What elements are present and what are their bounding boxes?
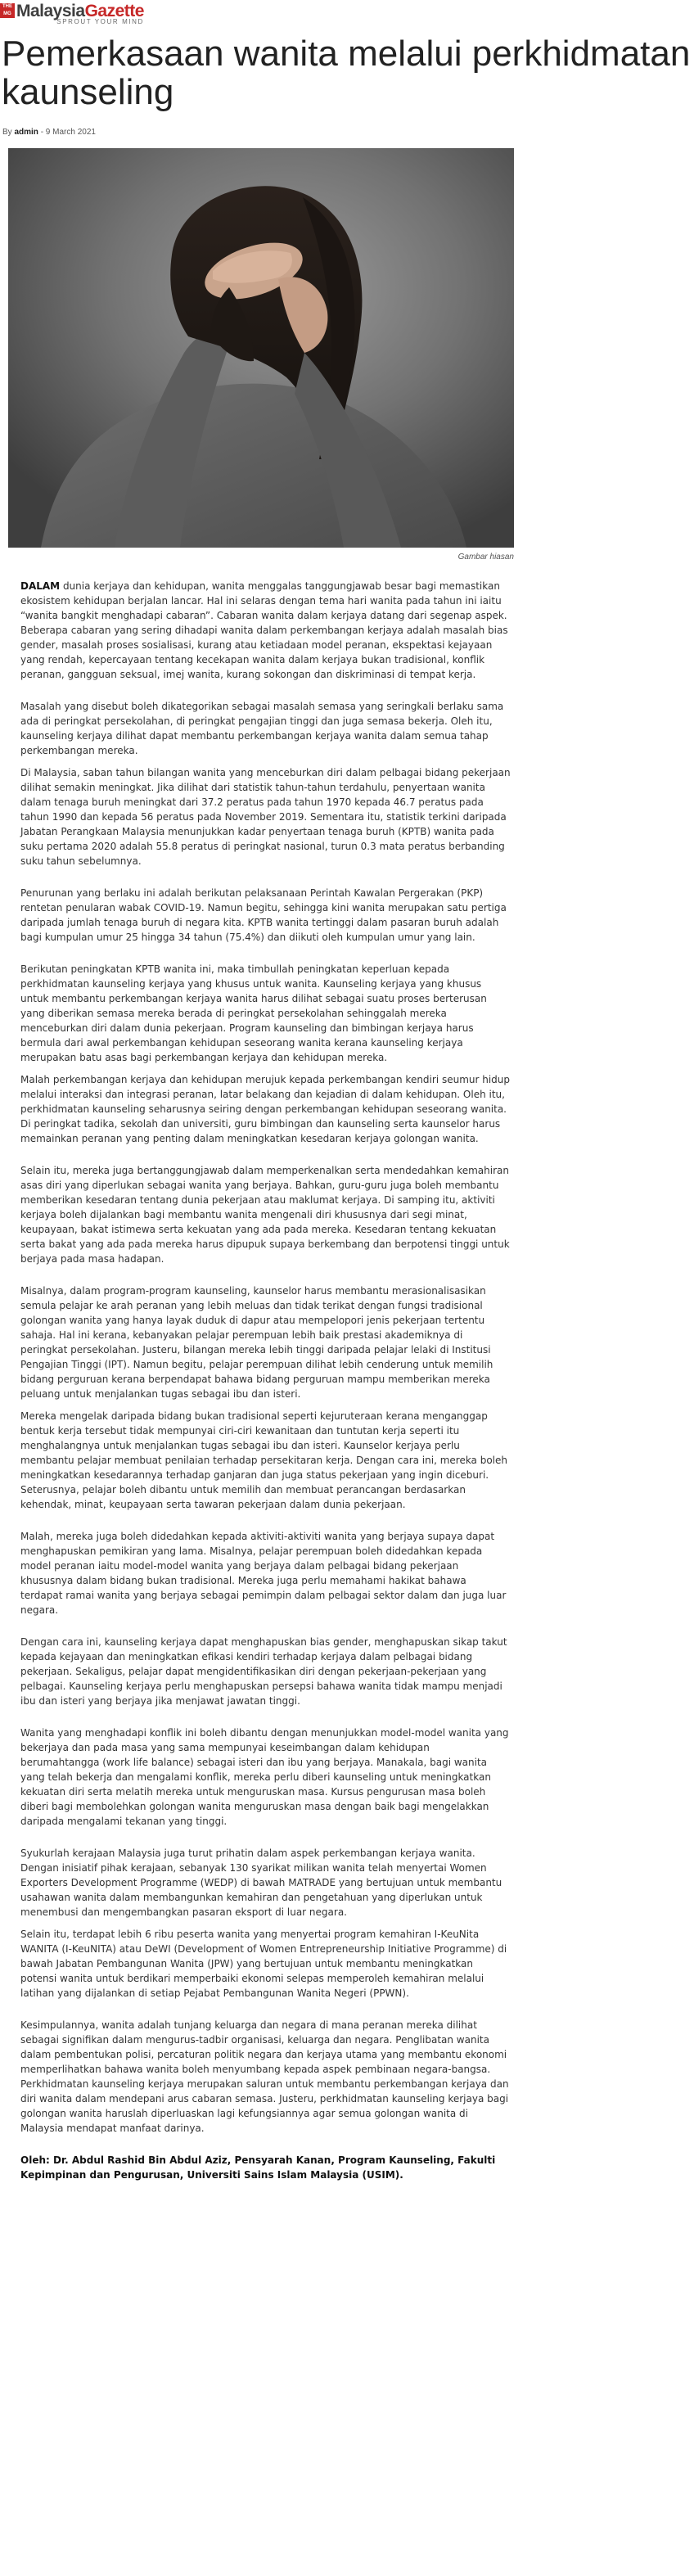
article-body — [20, 579, 511, 2182]
meta-separator: - — [40, 128, 46, 137]
paragraph-12: Wanita yang menghadapi konflik ini boleh dibantu dengan menunjukkan model-model wanita yang bekerjaya dan pada masa yang sama mempunyai keseimbangan dalam kehidupan berumahtangga (work life balance) sebagai isteri dan ibu yang berjaya. Manakala, bagi wanita yang telah bekerja dan mengalami konflik, mereka perlu diberi kaunseling untuk meningkatkan kekuatan diri serta melatih mereka untuk menguruskan masa. Kursus pengurusan masa boleh diberi bagi membolehkan golongan wanita menguruskan masa dengan baik bagi mengelakkan daripada mengalami tekanan yang tinggi. — [20, 1727, 509, 1827]
paragraph-8: Misalnya, dalam program-program kaunseling, kaunselor harus membantu merasionalisasikan semula pelajar ke arah peranan yang lebih meluas dan tidak terikat dengan fungsi tradisional golongan wanita yang hanya layak duduk di dapur atau mempelopori jenis pekerjaan tertentu sahaja. Hal ini kerana, kebanyakan pelajar perempuan lebih baik prestasi akademiknya di peringkat persekolahan. Justeru, bilangan mereka lebih tinggi daripada pelajar lelaki di Institusi Pengajian Tinggi (IPT). Namun begitu, pelajar perempuan dilihat lebih cenderung untuk memilih bidang perguruan kerana berpendapat bahawa bidang perguruan mampu memberikan mereka peluang untuk menjalankan tugas sebagai ibu dan isteri. — [20, 1285, 493, 1400]
featured-image — [8, 148, 514, 548]
paragraph-7: Selain itu, mereka juga bertanggungjawab dalam memperkenalkan serta mendedahkan kemahiran asas diri yang diperlukan sebagai wanita yang berjaya. Bahkan, guru-guru juga boleh membantu memberikan kesedaran tentang dunia pekerjaan atau maklumat kerjaya. Di samping itu, aktiviti kerjaya boleh dijalankan bagi membantu wanita mengenali diri khususnya dari segi minat, keupayaan, bakat istimewa serta kekuatan yang ada pada mereka. Kesedaran tentang kekuatan serta bakat yang ada pada mereka harus dipupuk supaya berkembang dan berpotensi tinggi untuk berjaya pada masa hadapan. — [20, 1165, 510, 1265]
paragraph-15: Kesimpulannya, wanita adalah tunjang keluarga dan negara di mana peranan mereka dilihat sebagai signifikan dalam mengurus-tadbir organisasi, keluarga dan negara. Penglibatan wanita dalam pembentukan polisi, percaturan politik negara dan kerjaya utama yang membantu ekonomi memperlihatkan bahawa wanita boleh menyumbang kepada aspek pembinaan negara-bangsa. Perkhidmatan kaunseling kerjaya merupakan saluran untuk membantu perkembangan kerjaya dan diri wanita dalam mendepani arus cabaran semasa. Justeru, perkhidmatan kaunseling kerjaya bagi golongan wanita haruslah diperluaskan lagi kefungsiannya agar semua golongan wanita di Malaysia mendapat manfaat darinya. — [20, 2019, 509, 2134]
paragraph-2: Masalah yang disebut boleh dikategorikan sebagai masalah semasa yang seringkali berlaku sama ada di peringkat persekolahan, di peringkat pengajian tinggi dan juga semasa bekerja. Oleh itu, kaunseling kerjaya dilihat dapat membantu perkembangan kerjaya wanita dalam semua tahap perkembangan mereka. — [20, 701, 504, 756]
publish-date: 9 March 2021 — [45, 128, 96, 137]
paragraph-3: Di Malaysia, saban tahun bilangan wanita yang menceburkan diri dalam pelbagai bidang pekerjaan dilihat semakin meningkat. Jika dilihat dari statistik tahun-tahun terdahulu, penyertaan wanita dalam tenaga buruh meningkat dari 37.2 peratus pada tahun 1970 kepada 46.7 peratus pada tahun 1990 dan kepada 56 peratus pada November 2019. Sementara itu, statistik terkini daripada Jabatan Perangkaan Malaysia menunjukkan kadar penyertaan tenaga buruh (KPTB) wanita pada suku pertama 2020 adalah 55.8 peratus di peringkat nasional, turun 0.3 mata peratus berbanding suku tahun sebelumnya. — [20, 767, 511, 867]
logo-badge-line1: THE — [2, 4, 12, 9]
woman-distressed-photo — [8, 148, 514, 548]
article-meta — [2, 128, 694, 137]
site-logo[interactable] — [16, 3, 144, 25]
paragraph-9: Mereka mengelak daripada bidang bukan tradisional seperti kejuruteraan kerana menganggap bentuk kerja tersebut tidak mempunyai ciri-ciri kewanitaan dan tuntutan kerja seperti itu menghalangnya untuk menjalankan tugas sebagai ibu dan isteri. Kaunselor kerjaya perlu membantu pelajar membuat penilaian terhadap persekitaran kerja. Dengan cara ini, mereka boleh meningkatkan kesedarannya terhadap ganjaran dan juga status pekerjaan yang ingin diceburi. Seterusnya, pelajar boleh dibantu untuk memilih dan membuat perancangan berdasarkan kehendak, minat, keupayaan serta tawaran pekerjaan dalam dunia pekerjaan. — [20, 1410, 508, 1510]
paragraph-11: Dengan cara ini, kaunseling kerjaya dapat menghapuskan bias gender, menghapuskan sikap takut kepada kejayaan dan meningkatkan efikasi kendiri terhadap kerjaya dalam pelbagai bidang pekerjaan. Sekaligus, pelajar dapat mengidentifikasikan diri dengan pekerjaan-pekerjaan yang pelbagai. Kaunseling kerjaya perlu menghapuskan persepsi bahawa wanita tidak mampu menjadi ibu dan isteri yang berjaya jika menjawat jawatan tinggi. — [20, 1636, 507, 1707]
by-label: By — [2, 128, 12, 137]
paragraph-5: Berikutan peningkatan KPTB wanita ini, maka timbullah peningkatan keperluan kepada perkhidmatan kaunseling kerjaya yang khusus untuk wanita. Kaunseling kerjaya yang khusus untuk membantu perkembangan kerjaya wanita harus dilihat sebagai suatu proses berterusan yang diberikan semasa mereka berada di peringkat persekolahan sehinggalah mereka menceburkan diri dalam dunia pekerjaan. Program kaunseling dan bimbingan kerjaya harus bermula dari awal perkembangan kehidupan seseorang wanita kerana kaunseling kerjaya merupakan batu asas bagi perkembangan kerjaya dan kehidupan mereka. — [20, 963, 487, 1063]
paragraph-13: Syukurlah kerajaan Malaysia juga turut prihatin dalam aspek perkembangan kerjaya wanita. Dengan inisiatif pihak kerajaan, sebanyak 130 syarikat milikan wanita telah menyertai Women Exporters Development Programme (WEDP) di bawah MATRADE yang bertujuan untuk membantu usahawan wanita dalam membangunkan kemahiran dan pengetahuan yang diperlukan untuk menembusi dan mengembangkan pasaran eksport di luar negara. — [20, 1847, 502, 1918]
author-link[interactable]: admin — [14, 128, 38, 137]
paragraph-1-text: dunia kerjaya dan kehidupan, wanita menggalas tanggungjawab besar bagi memastikan ekosistem kehidupan berjalan lancar. Hal ini selaras dengan tema hari wanita pada tahun ini iaitu “wanita bangkit menghadapi cabaran”. Cabaran wanita dalam kerjaya datang dari segenap aspek. Beberapa cabaran yang sering dihadapi wanita dalam perkembangan kerjaya adalah masalah bias gender, masalah proses sosialisasi, kurang atau ketiadaan model peranan, ekspektasi kejayaan yang rendah, kepercayaan tentang kecekapan wanita dalam kerjaya bukan tradisional, konflik peranan, gangguan seksual, imej wanita, kurang sokongan dan diskriminasi di tempat kerja. — [20, 580, 508, 680]
logo-badge-line2: MG — [3, 11, 11, 16]
article-title: Pemerkasaan wanita melalui perkhidmatan kaunseling — [2, 34, 691, 112]
paragraph-14: Selain itu, terdapat lebih 6 ribu peserta wanita yang menyertai program kemahiran I-KeuNita WANITA (I-KeuNITA) atau DeWI (Development of Women Entrepreneurship Initiative Programme) di bawah Jabatan Pembangunan Wanita (JPW) yang bertujuan untuk membantu meningkatkan potensi wanita untuk berdikari memperbaiki ekonomi selepas memperoleh kemahiran melalui latihan yang dijalankan di setiap Pejabat Pembangunan Wanita Negeri (PPWN). — [20, 1929, 507, 1999]
logo-badge[interactable] — [0, 3, 15, 18]
image-caption: Gambar hiasan — [457, 553, 514, 562]
paragraph-10: Malah, mereka juga boleh didedahkan kepada aktiviti-aktiviti wanita yang berjaya supaya dapat menghapuskan pemikiran yang lama. Misalnya, pelajar perempuan boleh didedahkan kepada model peranan iaitu model-model wanita yang berjaya dalam pelbagai bidang pekerjaan khususnya dalam bidang bukan tradisional. Mereka juga perlu memahami hakikat bahawa terdapat ramai wanita yang berjaya sebagai pemimpin dalam pelbagai sektor dalam dan juga luar negara. — [20, 1531, 507, 1616]
logo-wordmark — [16, 3, 144, 20]
logo-part-gazette: Gazette — [84, 2, 144, 20]
paragraph-6: Malah perkembangan kerjaya dan kehidupan merujuk kepada perkembangan kendiri seumur hidup melalui interaksi dan integrasi peranan, latar belakang dan kejadian di dalam kehidupan. Oleh itu, perkhidmatan kaunseling seharusnya seiring dengan perkembangan kehidupan seseorang wanita. Di peringkat tadika, sekolah dan universiti, guru bimbingan dan kaunseling serta kaunselor harus memainkan peranan yang penting dalam meningkatkan kesedaran kerjaya golongan wanita. — [20, 1074, 511, 1144]
site-header — [0, 0, 694, 29]
logo-part-malaysia: Malaysia — [16, 2, 85, 20]
paragraph-4: Penurunan yang berlaku ini adalah berikutan pelaksanaan Perintah Kawalan Pergerakan (PKP) rentetan penularan wabak COVID-19. Namun begitu, sehingga kini wanita merupakan satu pertiga daripada jumlah tenaga buruh di negara kita. KPTB wanita tertinggi dalam pasaran buruh adalah bagi kumpulan umur 25 hingga 34 tahun (75.4%) dan diikuti oleh kumpulan umur yang lain. — [20, 887, 507, 943]
author-credit: Oleh: Dr. Abdul Rashid Bin Abdul Aziz, Pensyarah Kanan, Program Kaunseling, Fakulti Kepimpinan dan Pengurusan, Universiti Sains Islam Malaysia (USIM). — [20, 2154, 496, 2181]
lead-word: DALAM — [20, 580, 61, 592]
paragraph-1 — [20, 579, 511, 682]
logo-tagline: SPROUT YOUR MIND — [56, 18, 144, 25]
